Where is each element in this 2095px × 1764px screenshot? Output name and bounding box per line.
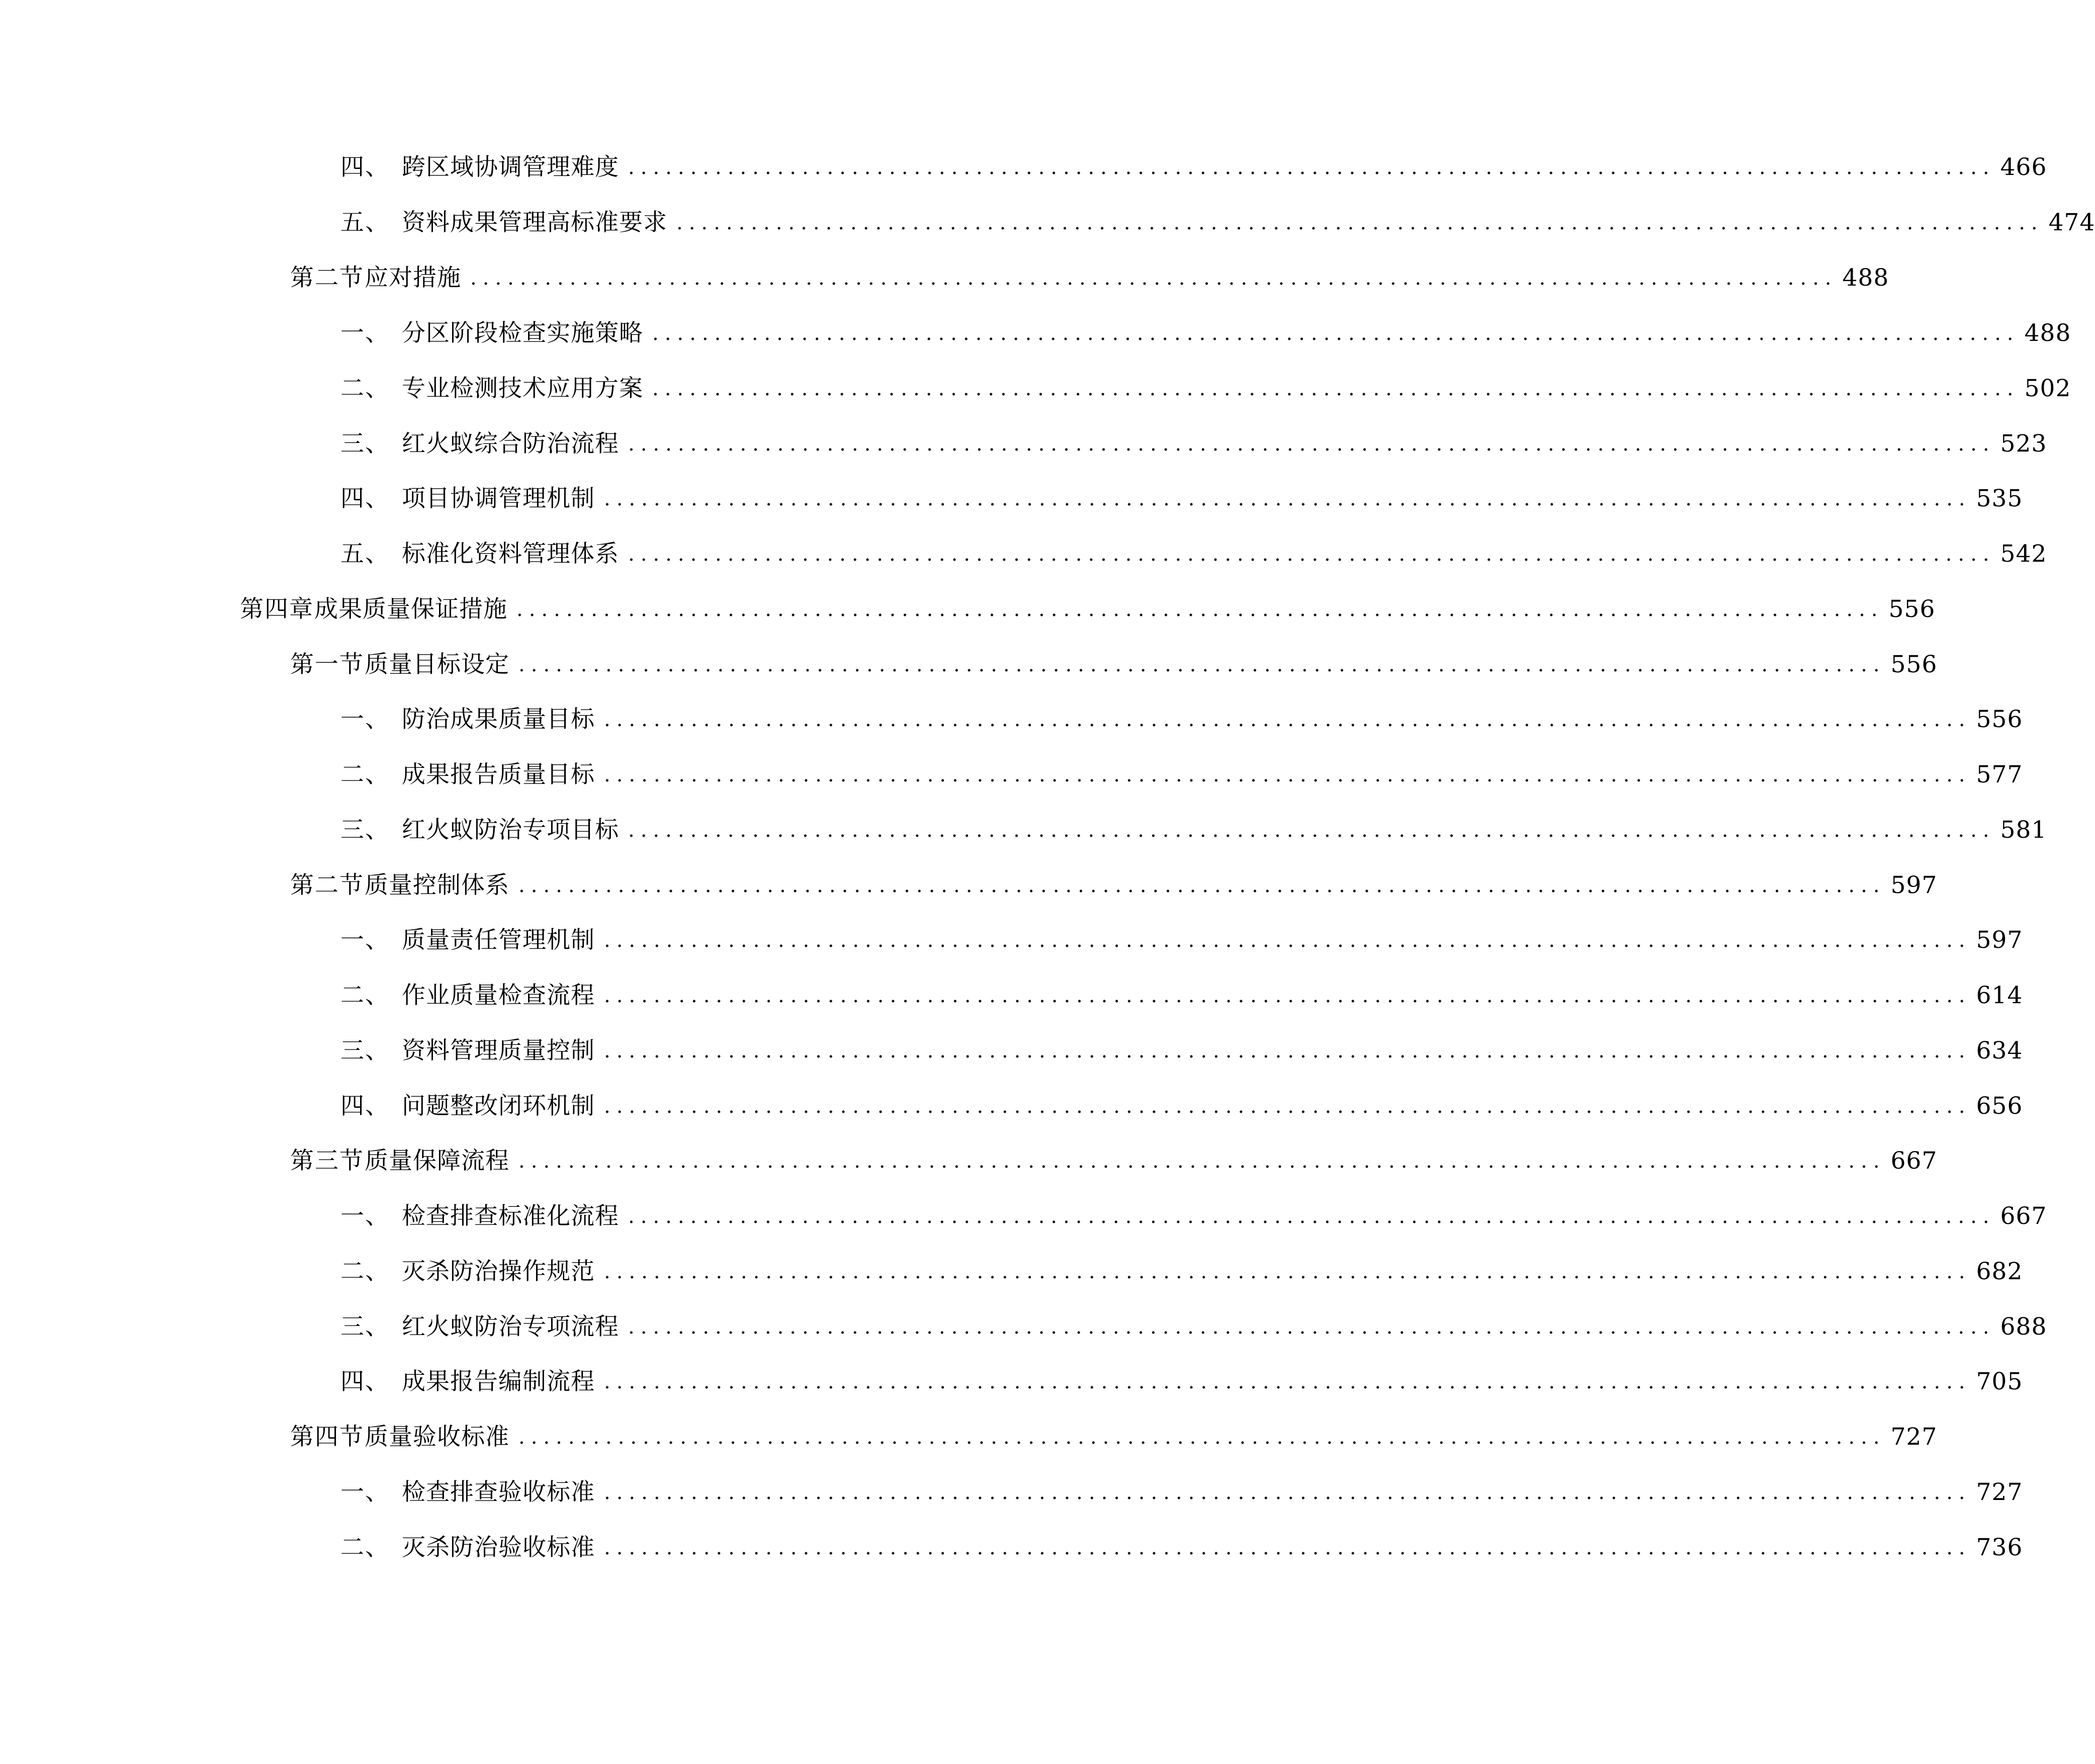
toc-entry[interactable] xyxy=(340,147,2047,188)
toc-entry[interactable] xyxy=(340,1528,2023,1568)
toc-dot-leader: .............................................................................................................. xyxy=(652,377,2020,400)
toc-entry-title: 分区阶段检查实施策略 xyxy=(402,319,643,347)
toc-dot-leader: .............................................................................................................. xyxy=(604,1095,1971,1118)
toc-entry-title: 成果质量保证措施 xyxy=(314,595,507,623)
toc-dot-leader: .............................................................................................................. xyxy=(604,1370,1971,1393)
toc-entry-number: 第三节 xyxy=(290,1147,364,1175)
toc-entry-page-number: 523 xyxy=(2000,430,2047,458)
toc-dot-leader: .............................................................................................................. xyxy=(604,708,1971,731)
toc-entry[interactable] xyxy=(340,699,2023,740)
toc-entry-number: 五、 xyxy=(340,209,390,236)
toc-entry-number: 三、 xyxy=(340,816,390,844)
toc-entry[interactable] xyxy=(240,589,1936,630)
toc-entry-title: 成果报告质量目标 xyxy=(402,761,595,788)
toc-entry-title: 资料成果管理高标准要求 xyxy=(402,209,667,236)
toc-entry-title: 标准化资料管理体系 xyxy=(402,540,619,568)
toc-entry-page-number: 577 xyxy=(1976,761,2023,788)
toc-entry-number: 二、 xyxy=(340,982,390,1009)
toc-entry-number: 第一节 xyxy=(290,651,364,678)
toc-entry-number: 五、 xyxy=(340,540,390,568)
toc-entry[interactable] xyxy=(340,755,2023,795)
toc-entry-title: 作业质量检查流程 xyxy=(402,982,595,1009)
toc-dot-leader: .............................................................................................................. xyxy=(518,874,1886,897)
toc-entry-number: 一、 xyxy=(340,926,390,954)
toc-entry-number: 二、 xyxy=(340,375,390,402)
toc-dot-leader: .............................................................................................................. xyxy=(604,929,1971,952)
toc-entry-page-number: 488 xyxy=(2024,319,2071,347)
toc-entry-page-number: 581 xyxy=(2000,816,2047,844)
toc-dot-leader: .............................................................................................................. xyxy=(604,1536,1971,1559)
toc-entry[interactable] xyxy=(290,1417,1938,1457)
toc-entry[interactable] xyxy=(340,1472,2023,1513)
toc-dot-leader: .............................................................................................................. xyxy=(604,1039,1971,1063)
toc-entry-number: 一、 xyxy=(340,705,390,733)
toc-entry-title: 资料管理质量控制 xyxy=(402,1037,595,1065)
toc-dot-leader: .............................................................................................................. xyxy=(676,211,2044,234)
toc-entry-number: 第二节 xyxy=(290,871,364,899)
toc-entry-page-number: 502 xyxy=(2024,375,2071,402)
toc-entry-page-number: 535 xyxy=(1976,485,2023,512)
toc-dot-leader: .............................................................................................................. xyxy=(518,1426,1886,1449)
toc-entry-title: 项目协调管理机制 xyxy=(402,485,595,512)
toc-entry-number: 四、 xyxy=(340,485,390,512)
toc-entry-number: 四、 xyxy=(340,1368,390,1395)
toc-entry-number: 第二节 xyxy=(290,264,364,292)
toc-entry-number: 三、 xyxy=(340,1313,390,1341)
toc-entry[interactable] xyxy=(340,1196,2047,1237)
toc-entry-number: 四、 xyxy=(340,153,390,181)
toc-dot-leader: .............................................................................................................. xyxy=(518,1150,1886,1173)
toc-entry-page-number: 597 xyxy=(1890,871,1938,899)
toc-dot-leader: .............................................................................................................. xyxy=(628,156,1995,179)
toc-entry-title: 质量责任管理机制 xyxy=(402,926,595,954)
toc-dot-leader: .............................................................................................................. xyxy=(628,819,1995,842)
toc-entry-title: 跨区域协调管理难度 xyxy=(402,153,619,181)
toc-dot-leader: .............................................................................................................. xyxy=(604,1260,1971,1283)
toc-entry-page-number: 727 xyxy=(1890,1423,1938,1451)
toc-entry[interactable] xyxy=(290,865,1938,906)
toc-entry-number: 第四章 xyxy=(240,595,314,623)
toc-entry-title: 灭杀防治验收标准 xyxy=(402,1534,595,1561)
toc-entry[interactable] xyxy=(340,313,2071,354)
toc-entry-number: 一、 xyxy=(340,1202,390,1230)
toc-entry-page-number: 556 xyxy=(1888,595,1936,623)
toc-entry-title: 质量目标设定 xyxy=(365,651,509,678)
toc-dot-leader: .............................................................................................................. xyxy=(604,984,1971,1007)
toc-entry-page-number: 634 xyxy=(1976,1037,2023,1065)
toc-entry-number: 二、 xyxy=(340,761,390,788)
toc-entry-number: 四、 xyxy=(340,1092,390,1120)
toc-entry-page-number: 727 xyxy=(1976,1478,2023,1506)
toc-entry-title: 专业检测技术应用方案 xyxy=(402,375,643,402)
toc-entry-number: 第四节 xyxy=(290,1423,364,1451)
toc-entry-title: 灭杀防治操作规范 xyxy=(402,1258,595,1285)
toc-entry-page-number: 488 xyxy=(1842,264,1889,292)
toc-entry-page-number: 597 xyxy=(1976,926,2023,954)
toc-entry[interactable] xyxy=(340,1086,2023,1126)
toc-entry-page-number: 556 xyxy=(1890,651,1938,678)
toc-entry-page-number: 705 xyxy=(1976,1368,2023,1395)
toc-entry-number: 一、 xyxy=(340,1478,390,1506)
toc-entry[interactable] xyxy=(340,1307,2047,1347)
toc-entry-title: 质量保障流程 xyxy=(365,1147,509,1175)
toc-entry-title: 问题整改闭环机制 xyxy=(402,1092,595,1120)
toc-dot-leader: .............................................................................................................. xyxy=(470,267,1838,290)
toc-entry-title: 检查排查验收标准 xyxy=(402,1478,595,1506)
toc-entry[interactable] xyxy=(340,810,2047,850)
toc-entry-title: 质量验收标准 xyxy=(365,1423,509,1451)
toc-entry-page-number: 656 xyxy=(1976,1092,2023,1120)
toc-entry-number: 三、 xyxy=(340,1037,390,1065)
toc-entry[interactable] xyxy=(340,369,2071,409)
toc-entry[interactable] xyxy=(340,920,2023,960)
toc-entry[interactable] xyxy=(340,1362,2023,1402)
toc-entry-page-number: 556 xyxy=(1976,705,2023,733)
toc-entry[interactable] xyxy=(340,479,2023,519)
toc-entry[interactable] xyxy=(340,203,2095,243)
toc-entry-title: 应对措施 xyxy=(365,264,461,292)
toc-entry-number: 二、 xyxy=(340,1258,390,1285)
toc-dot-leader: .............................................................................................................. xyxy=(604,487,1971,510)
toc-entry[interactable] xyxy=(290,258,1889,298)
toc-dot-leader: .............................................................................................................. xyxy=(604,1481,1971,1504)
toc-dot-leader: .............................................................................................................. xyxy=(628,432,1995,456)
toc-entry-title: 防治成果质量目标 xyxy=(402,705,595,733)
toc-entry-page-number: 466 xyxy=(2000,153,2047,181)
toc-entry-title: 质量控制体系 xyxy=(365,871,509,899)
toc-entry-page-number: 542 xyxy=(2000,540,2047,568)
toc-dot-leader: .............................................................................................................. xyxy=(518,653,1886,676)
toc-entry[interactable] xyxy=(340,1031,2023,1071)
toc-entry-page-number: 667 xyxy=(2000,1202,2047,1230)
toc-entry[interactable] xyxy=(290,645,1938,685)
toc-entry-page-number: 682 xyxy=(1976,1258,2023,1285)
toc-entry-title: 红火蚁防治专项目标 xyxy=(402,816,619,844)
toc-entry-page-number: 736 xyxy=(1976,1534,2023,1561)
toc-entry-title: 检查排查标准化流程 xyxy=(402,1202,619,1230)
toc-dot-leader: .............................................................................................................. xyxy=(604,763,1971,786)
toc-dot-leader: .............................................................................................................. xyxy=(628,543,1995,566)
toc-dot-leader: .............................................................................................................. xyxy=(516,598,1884,621)
toc-entry-page-number: 614 xyxy=(1976,982,2023,1009)
toc-entry-title: 成果报告编制流程 xyxy=(402,1368,595,1395)
toc-entry-page-number: 474 xyxy=(2048,209,2095,236)
toc-entry-number: 一、 xyxy=(340,319,390,347)
toc-entry-number: 二、 xyxy=(340,1534,390,1561)
toc-entry-page-number: 688 xyxy=(2000,1313,2047,1341)
toc-entry-title: 红火蚁防治专项流程 xyxy=(402,1313,619,1341)
toc-dot-leader: .............................................................................................................. xyxy=(628,1205,1995,1228)
toc-entry[interactable] xyxy=(340,534,2047,574)
toc-entry[interactable] xyxy=(340,424,2047,464)
toc-entry-title: 红火蚁综合防治流程 xyxy=(402,430,619,458)
toc-entry[interactable] xyxy=(290,1141,1938,1181)
toc-entry[interactable] xyxy=(340,1252,2023,1292)
toc-entry-number: 三、 xyxy=(340,430,390,458)
toc-dot-leader: .............................................................................................................. xyxy=(628,1315,1995,1339)
toc-dot-leader: .............................................................................................................. xyxy=(652,322,2020,345)
toc-entry-page-number: 667 xyxy=(1890,1147,1938,1175)
toc-entry[interactable] xyxy=(340,976,2023,1016)
